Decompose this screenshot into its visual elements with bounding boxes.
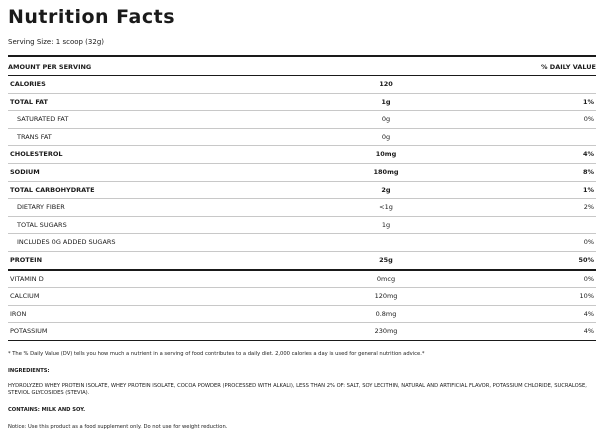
nutrient-amount: 0g	[381, 132, 391, 141]
nutrient-row-calories	[8, 76, 596, 93]
nutrient-row-protein	[8, 251, 596, 271]
ingredients-list: HYDROLYZED WHEY PROTEIN ISOLATE, WHEY PROTEIN ISOLATE, COCOA POWDER (PROCESSED WITH ALKALI), LESS THAN 2% OF: SALT, SOY LECITHIN, NATURAL AND ARTIFICIAL FLAVOR, POTASSIUM CHLORIDE, SUCRALOSE, STEVIOL GLYCOSIDES (STEVIA).	[8, 382, 587, 397]
micronutrient-table	[8, 271, 596, 340]
serving-size: Serving Size: 1 scoop (32g)	[8, 38, 104, 46]
nutrient-row-cholesterol	[8, 145, 596, 163]
table-header	[8, 57, 596, 75]
nutrient-row-added-sugars	[8, 233, 596, 251]
nutrient-name: DIETARY FIBER	[17, 203, 65, 212]
nutrient-daily-value: 10%	[579, 292, 594, 301]
nutrient-amount: 180mg	[373, 167, 399, 176]
nutrient-daily-value: 0%	[583, 238, 594, 247]
usage-notice: Notice: Use this product as a food supplement only. Do not use for weight reduction.	[8, 424, 228, 431]
nutrient-daily-value: 0%	[583, 274, 594, 283]
nutrient-name: CALORIES	[10, 80, 46, 88]
allergen-statement: CONTAINS: MILK AND SOY.	[8, 406, 86, 413]
nutrient-daily-value: 8%	[582, 167, 594, 176]
ingredients-heading: INGREDIENTS:	[8, 368, 50, 375]
nutrient-name: TOTAL CARBOHYDRATE	[10, 185, 95, 194]
nutrient-name: TOTAL SUGARS	[17, 220, 67, 229]
nutrient-name: VITAMIN D	[10, 274, 44, 283]
nutrient-daily-value: 1%	[582, 97, 594, 106]
nutrient-amount: 0g	[381, 115, 391, 124]
nutrition-facts-panel	[8, 0, 596, 432]
nutrient-name: POTASSIUM	[10, 327, 48, 336]
panel-title: Nutrition Facts	[8, 6, 176, 28]
nutrient-table	[8, 76, 596, 271]
micronutrient-row-vitamin-d	[8, 271, 596, 288]
nutrient-row-dietary-fiber	[8, 198, 596, 216]
nutrient-name: IRON	[10, 309, 27, 318]
nutrient-daily-value: 1%	[582, 185, 594, 194]
nutrient-amount: <1g	[379, 203, 393, 212]
nutrient-name: CHOLESTEROL	[10, 150, 63, 159]
nutrient-row-total-carbohydrate	[8, 181, 596, 199]
micronutrient-row-iron	[8, 305, 596, 323]
nutrient-row-saturated-fat	[8, 110, 596, 128]
nutrient-amount: 120mg	[374, 292, 398, 301]
nutrient-daily-value: 4%	[583, 327, 594, 336]
footer-notes	[8, 351, 596, 432]
nutrient-amount: 1g	[381, 220, 391, 229]
micronutrient-row-calcium	[8, 287, 596, 305]
nutrient-amount: 2g	[381, 185, 391, 194]
nutrient-amount: 25g	[379, 255, 393, 264]
nutrient-name: CALCIUM	[10, 292, 40, 301]
amount-per-serving-label: AMOUNT PER SERVING	[8, 63, 92, 71]
nutrient-amount: 230mg	[374, 327, 398, 336]
nutrient-daily-value: 2%	[583, 203, 594, 212]
nutrient-name: SODIUM	[10, 167, 40, 176]
nutrient-amount: 0.8mg	[375, 309, 397, 318]
nutrient-amount: 0mcg	[376, 274, 396, 283]
nutrient-daily-value: 4%	[583, 309, 594, 318]
nutrient-row-total-sugars	[8, 216, 596, 234]
nutrient-name: TOTAL FAT	[10, 97, 48, 106]
nutrient-name: INCLUDES 0G ADDED SUGARS	[17, 238, 116, 247]
nutrient-amount: 120	[379, 80, 393, 88]
micros-divider	[8, 340, 596, 341]
nutrient-amount: 1g	[381, 97, 391, 106]
nutrient-daily-value: 0%	[583, 115, 594, 124]
nutrient-name: SATURATED FAT	[17, 115, 69, 124]
nutrient-name: TRANS FAT	[17, 132, 52, 141]
nutrient-row-trans-fat	[8, 128, 596, 146]
nutrient-row-total-fat	[8, 93, 596, 111]
nutrient-amount: 10mg	[375, 150, 397, 159]
nutrient-daily-value: 4%	[582, 150, 594, 159]
daily-value-label: % DAILY VALUE	[541, 63, 596, 71]
nutrient-row-sodium	[8, 163, 596, 181]
nutrient-daily-value: 50%	[578, 255, 594, 264]
daily-value-footnote: * The % Daily Value (DV) tells you how much a nutrient in a serving of food contributes to a daily diet. 2,000 calories a day is used for general nutrition advice.*	[8, 350, 425, 357]
micronutrient-row-potassium	[8, 322, 596, 340]
nutrient-name: PROTEIN	[10, 255, 43, 264]
